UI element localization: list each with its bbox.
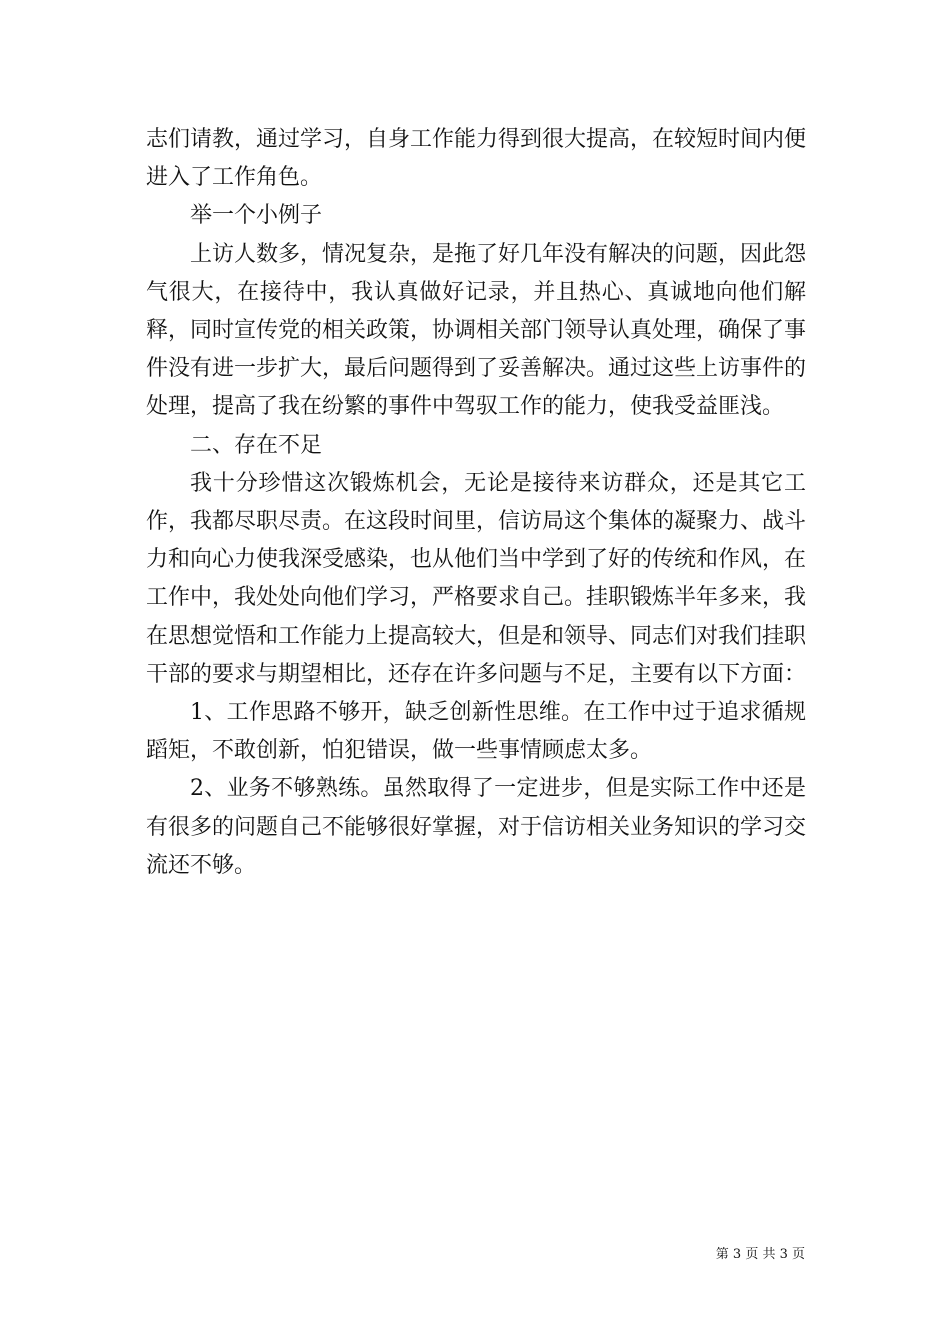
paragraph-shortcomings-intro: 我十分珍惜这次锻炼机会，无论是接待来访群众，还是其它工作，我都尽职尽责。在这段时间里，信访局这个集体的凝聚力、战斗力和向心力使我深受感染，也从他们当中学到了好的传统和作风，在工作中，我处处向他们学习，严格要求自己。挂职锻炼半年多来，我在思想觉悟和工作能力上提高较大，但是和领导、同志们对我们挂职干部的要求与期望相比，还存在许多问题与不足，主要有以下方面：	[146, 470, 807, 687]
paragraph-example-heading: 举一个小例子	[190, 203, 323, 229]
page-number-footer: 第 3 页 共 3 页	[715, 1247, 805, 1262]
document-body	[146, 121, 806, 885]
list-item-shortcoming-1: 1、工作思路不够开，缺乏创新性思维。在工作中过于追求循规蹈矩，不敢创新，怕犯错误，做一些事情顾虑太多。	[146, 700, 806, 764]
paragraph-example-detail: 上访人数多，情况复杂，是拖了好几年没有解决的问题，因此怨气很大，在接待中，我认真做好记录，并且热心、真诚地向他们解释，同时宣传党的相关政策，协调相关部门领导认真处理，确保了事件没有进一步扩大，最后问题得到了妥善解决。通过这些上访事件的处理，提高了我在纷繁的事件中驾驭工作的能力，使我受益匪浅。	[146, 241, 807, 420]
paragraph-continuation: 志们请教，通过学习，自身工作能力得到很大提高，在较短时间内便进入了工作角色。	[146, 127, 807, 191]
section-heading-shortcomings: 二、存在不足	[190, 432, 323, 458]
list-item-shortcoming-2: 2、业务不够熟练。虽然取得了一定进步，但是实际工作中还是有很多的问题自己不能够很好掌握，对于信访相关业务知识的学习交流还不够。	[146, 776, 807, 878]
